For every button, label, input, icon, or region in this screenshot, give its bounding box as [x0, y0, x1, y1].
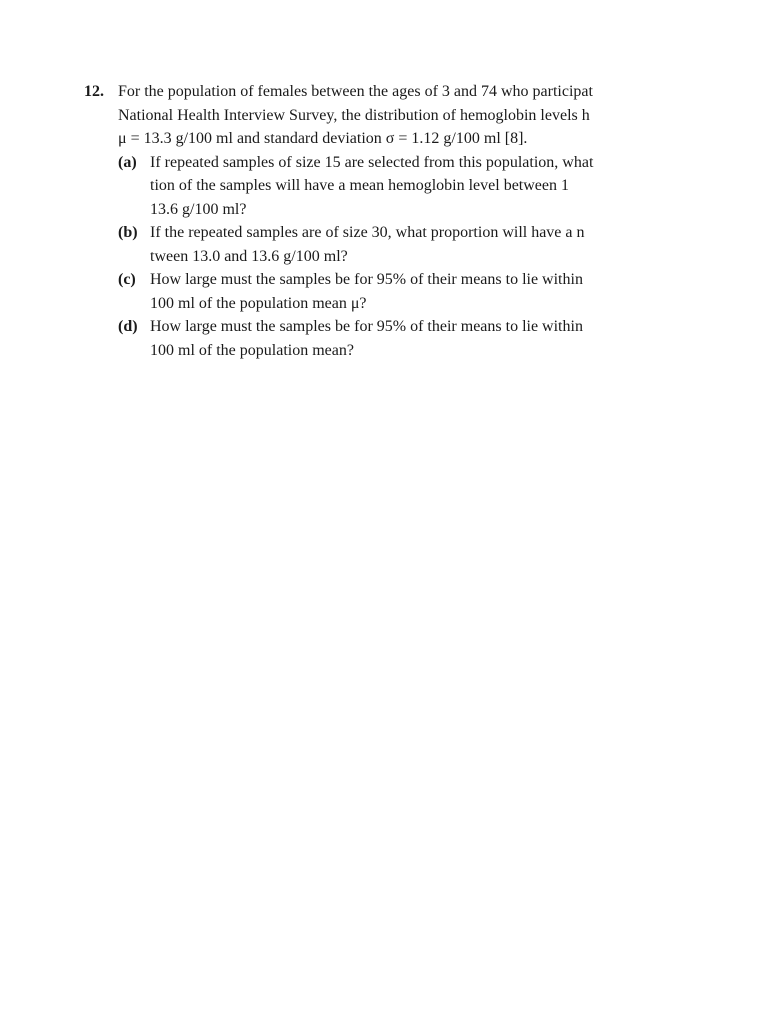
part-line: tween 13.0 and 13.6 g/100 ml?	[150, 247, 348, 265]
part-label: (d)	[118, 318, 138, 335]
part-line: 100 ml of the population mean μ?	[150, 294, 367, 312]
problem-line: μ = 13.3 g/100 ml and standard deviation σ = 1.12 g/100 ml [8].	[118, 130, 528, 147]
problem-text: For the population of females between the ages of 3 and 74 who participat	[118, 83, 593, 100]
part-d	[84, 315, 668, 339]
part-label: (a)	[118, 153, 137, 171]
part-line: 100 ml of the population mean?	[150, 341, 354, 359]
problem-number: 12.	[84, 83, 104, 100]
part-b	[84, 221, 668, 245]
part-a	[84, 151, 668, 175]
part-text: How large must the samples be for 95% of their means to lie within	[150, 318, 583, 335]
part-label: (b)	[118, 224, 138, 241]
part-c	[84, 268, 668, 292]
part-label: (c)	[118, 271, 136, 288]
part-line: 13.6 g/100 ml?	[150, 200, 247, 218]
problem-line	[84, 80, 668, 104]
part-text: If the repeated samples are of size 30, what proportion will have a n	[150, 224, 585, 241]
problem-12	[84, 80, 668, 362]
part-text: If repeated samples of size 15 are selected from this population, what	[150, 153, 594, 171]
part-line: tion of the samples will have a mean hemoglobin level between 1	[150, 177, 569, 194]
part-text: How large must the samples be for 95% of their means to lie within	[150, 271, 583, 288]
problem-line: National Health Interview Survey, the distribution of hemoglobin levels h	[118, 106, 590, 124]
